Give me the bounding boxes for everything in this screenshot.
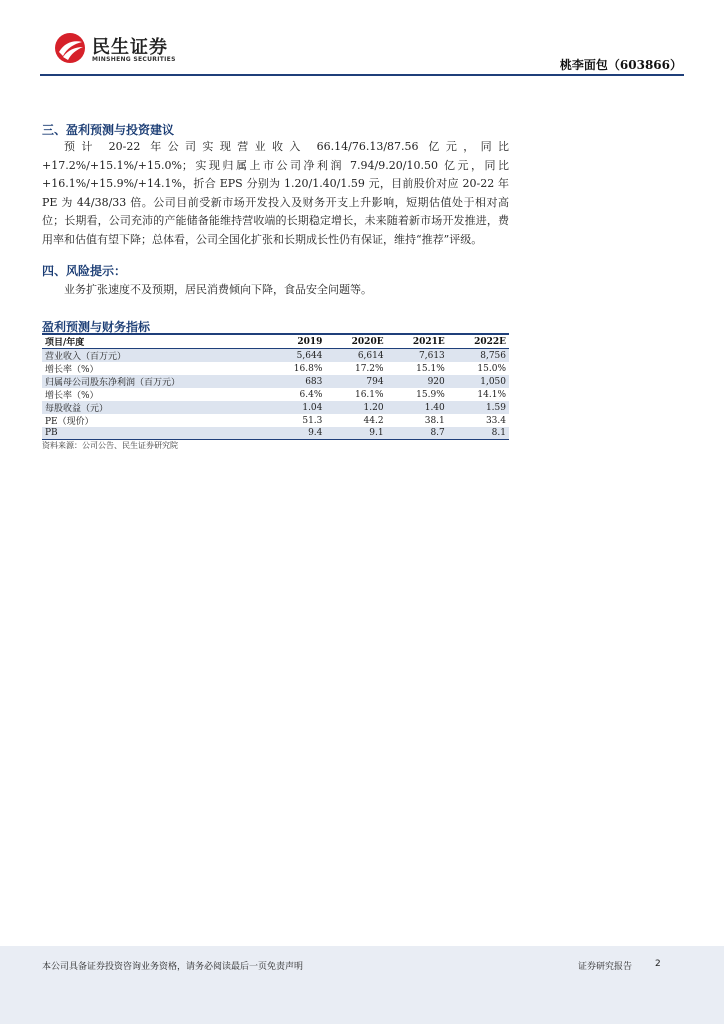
table-row <box>42 362 509 375</box>
footer-disclaimer: 本公司具备证券投资咨询业务资格，请务必阅读最后一页免责声明 <box>42 962 304 972</box>
brand-name-en: MINSHENG SECURITIES <box>92 56 176 63</box>
table-cell: 6,614 <box>357 350 384 361</box>
table-title: 盈利预测与财务指标 <box>42 320 151 334</box>
table-cell: 9.4 <box>308 428 323 439</box>
table-source-note: 资料来源：公司公告、民生证券研究院 <box>42 441 178 450</box>
table-row <box>42 388 509 401</box>
table-cell: 44.2 <box>363 415 384 426</box>
page-header <box>0 0 724 80</box>
risk-paragraph: 业务扩张速度不及预期，居民消费倾向下降，食品安全问题等。 <box>64 283 372 296</box>
row-label: 每股收益（元） <box>45 404 109 414</box>
table-cell: 14.1% <box>477 389 506 400</box>
table-cell: 16.8% <box>293 363 323 374</box>
table-cell: 8.1 <box>491 428 506 439</box>
table-row <box>42 401 509 414</box>
table-cell: 1,050 <box>480 376 506 387</box>
table-cell: 16.1% <box>354 389 384 400</box>
header-divider <box>40 74 684 76</box>
table-row <box>42 414 509 427</box>
column-header: 项目/年度 <box>45 338 85 348</box>
column-header: 2022E <box>474 336 506 347</box>
row-label: PB <box>45 428 58 439</box>
table-row <box>42 349 509 363</box>
table-cell: 6.4% <box>299 389 323 400</box>
table-cell: 920 <box>427 376 445 387</box>
row-label: PE（现价） <box>45 417 94 427</box>
row-label: 增长率（%） <box>45 365 99 375</box>
minsheng-logo-icon <box>54 32 86 64</box>
table-cell: 5,644 <box>296 350 323 361</box>
table-cell: 8.7 <box>430 428 445 439</box>
table-cell: 7,613 <box>419 350 445 361</box>
column-header: 2019 <box>297 336 323 347</box>
table-cell: 15.1% <box>416 363 445 374</box>
table-cell: 9.1 <box>369 428 384 439</box>
table-header-row <box>42 334 509 349</box>
report-title: 桃李面包（603866） <box>559 58 682 72</box>
table-cell: 33.4 <box>485 415 506 426</box>
section-title-investment-advice: 三、盈利预测与投资建议 <box>42 123 175 137</box>
investment-advice-paragraph: 预计 20-22 年公司实现营业收入 66.14/76.13/87.56 亿元，同比+17.2%/+15.1%/+15.0%；实现归属上市公司净利润 7.94/9.20/10.50 亿元，同比+16.1%/+15.9%/+14.1%，折合 EPS 分别为 1.20/1.40/1.59 元，目前股价对应 20-22 年PE 为 44/38/33 倍。公司目前受新市场开发投入及财务开支上升影响，短期估值处于相对高位；长期看，公司充沛的产能储备能维持营收端的长期稳定增长，未来随着新市场开发推进，费用率和估值有望下降；总体看，公司全国化扩张和长期成长性仍有保证，维持“推荐”评级。 <box>42 140 509 246</box>
table-cell: 15.9% <box>416 389 445 400</box>
table-cell: 38.1 <box>424 415 445 426</box>
table-cell: 794 <box>366 376 384 387</box>
section-title-risk: 四、风险提示： <box>42 264 127 278</box>
minsheng-logo <box>54 30 194 66</box>
table-row <box>42 375 509 388</box>
table-cell: 1.04 <box>302 402 323 413</box>
table-cell: 1.40 <box>424 402 445 413</box>
row-label: 增长率（%） <box>45 391 99 401</box>
table-cell: 683 <box>305 376 323 387</box>
brand-name-cn: 民生证券 <box>92 37 168 58</box>
table-cell: 1.20 <box>363 402 384 413</box>
column-header: 2021E <box>412 336 445 347</box>
table-cell: 15.0% <box>477 363 506 374</box>
row-label: 归属母公司股东净利润（百万元） <box>45 378 181 388</box>
financial-forecast-table <box>42 333 509 440</box>
column-header: 2020E <box>351 336 384 347</box>
row-label: 营业收入（百万元） <box>45 352 127 362</box>
table-cell: 1.59 <box>485 402 506 413</box>
table-row <box>42 427 509 440</box>
footer-doc-type: 证券研究报告 <box>578 962 633 972</box>
page-footer <box>0 946 724 1024</box>
table-cell: 51.3 <box>302 415 323 426</box>
page-number: 2 <box>655 959 661 969</box>
table-cell: 17.2% <box>354 363 384 374</box>
table-cell: 8,756 <box>480 350 506 361</box>
